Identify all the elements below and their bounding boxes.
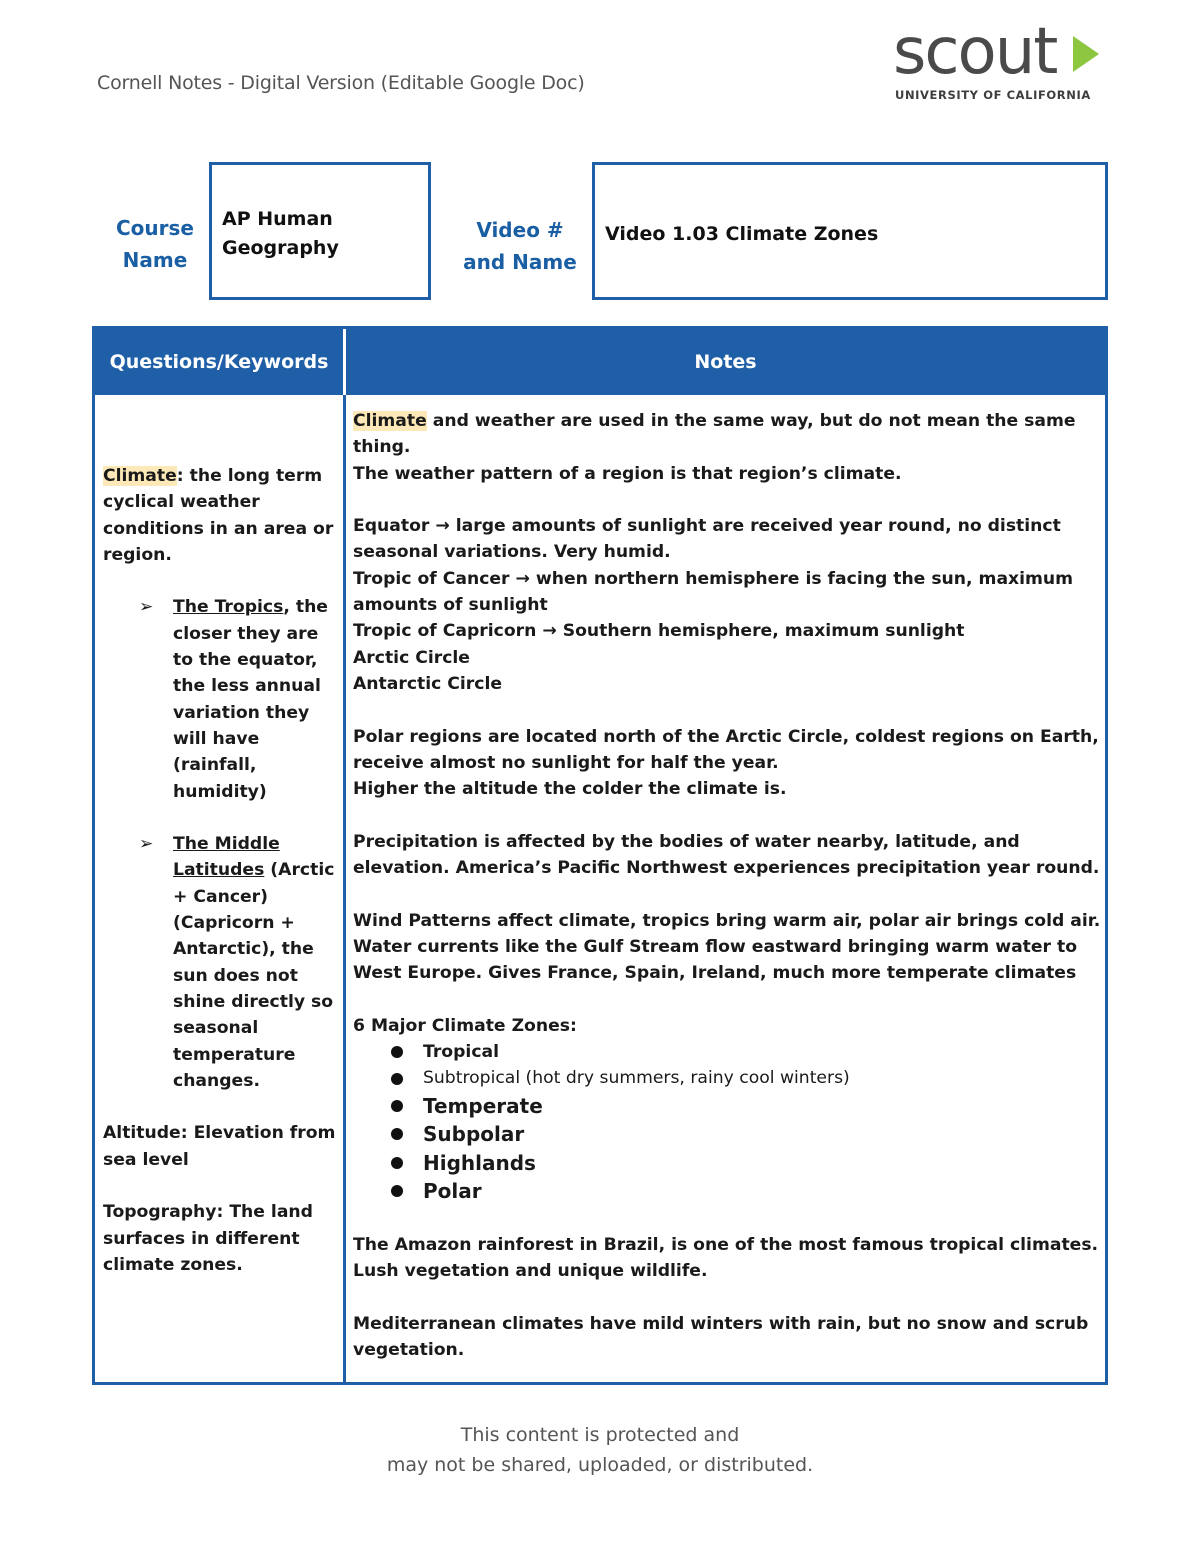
tropics-definition: , the closer they are to the equator, the less annual variation they will have (rainfall, humidity) [173, 597, 328, 802]
keyword-topography: Topography: The land surfaces in different climate zones. [103, 1202, 313, 1275]
keyword-climate [103, 463, 337, 568]
note-arctic-circle: Arctic Circle [353, 647, 470, 668]
course-value-line2: Geography [222, 237, 339, 259]
course-value-line1: AP Human [222, 208, 333, 230]
course-label-line1: Course [116, 216, 194, 240]
video-name-field[interactable] [592, 162, 1108, 300]
zone-label: Highlands [423, 1150, 536, 1175]
note-tropic-capricorn: Tropic of Capricorn → Southern hemisphere, maximum sunlight [353, 621, 965, 642]
note-weather-pattern: The weather pattern of a region is that region’s climate. [353, 463, 902, 484]
note-amazon: The Amazon rainforest in Brazil, is one of the most famous tropical climates. Lush vegetation and unique wildlife. [353, 1235, 1099, 1282]
climate-zones-list [353, 1039, 1103, 1206]
scout-logo [893, 15, 1108, 106]
zone-label: Subtropical (hot dry summers, rainy cool winters) [423, 1068, 850, 1089]
climate-term: Climate [103, 466, 177, 486]
bullet-dot-icon [391, 1046, 403, 1058]
climate-definition: : the long term cyclical weather conditions in an area or region. [103, 466, 334, 565]
middle-latitudes-definition-b: , the sun does not shine directly so seasonal temperature changes. [173, 939, 334, 1091]
notes-header: Notes [694, 351, 757, 373]
keyword-tropics [103, 594, 337, 804]
bullet-dot-icon [391, 1157, 403, 1169]
bullet-dot-icon [391, 1100, 403, 1112]
zone-label: Polar [423, 1179, 482, 1204]
keyword-middle-latitudes [103, 831, 337, 1094]
middle-latitudes-definition-a: (Arctic + Cancer) (Capricorn + Antarctic) [173, 860, 335, 960]
course-name-field[interactable] [209, 162, 431, 300]
video-label-line2: and Name [463, 250, 577, 274]
note-mediterranean: Mediterranean climates have mild winters with rain, but no snow and scrub vegetation. [353, 1313, 1089, 1361]
bullet-dot-icon [391, 1128, 403, 1140]
list-item [353, 1177, 1103, 1206]
note-polar-regions: Polar regions are located north of the Arctic Circle, coldest regions on Earth, receive almost no sunlight for half the year. [353, 726, 1099, 773]
bullet-dot-icon [391, 1073, 403, 1085]
climate-note-text: and weather are used in the same way, but do not mean the same thing. [353, 411, 1076, 458]
list-item [353, 1039, 1103, 1065]
middle-latitudes-term: The Middle Latitudes [173, 834, 280, 881]
column-divider [343, 329, 346, 1382]
course-label-line2: Name [122, 248, 188, 272]
note-precipitation: Precipitation is affected by the bodies of water nearby, latitude, and elevation. America’s Pacific Northwest experiences precipitation year round. [353, 831, 1100, 879]
video-name-label [455, 214, 585, 278]
list-item [353, 1065, 1103, 1091]
bullet-dot-icon [391, 1185, 403, 1197]
video-label-line1: Video # [476, 218, 564, 242]
questions-keywords-header: Questions/Keywords [109, 351, 329, 373]
note-altitude: Higher the altitude the colder the climate is. [353, 779, 787, 800]
climate-highlight: Climate [353, 411, 427, 431]
note-wind-patterns: Wind Patterns affect climate, tropics bring warm air, polar air brings cold air. [353, 910, 1101, 931]
footer-line-1: This content is protected and [460, 1424, 740, 1446]
course-name-label [105, 212, 205, 276]
zone-label: Subpolar [423, 1122, 525, 1147]
notes-column[interactable] [353, 408, 1103, 1364]
list-item [353, 1120, 1103, 1149]
footer-line-2: may not be shared, uploaded, or distributed. [386, 1454, 814, 1476]
table-header [95, 329, 1105, 395]
play-arrow-icon [1071, 34, 1101, 74]
note-climate-weather [353, 408, 1103, 461]
note-water-currents: Water currents like the Gulf Stream flow eastward bringing warm water to West Europe. Gives France, Spain, Ireland, much more temperate climates [353, 936, 1078, 984]
tropics-term: The Tropics [173, 597, 284, 618]
arrow-bullet-icon: ➢ [139, 834, 154, 855]
note-zones-heading: 6 Major Climate Zones: [353, 1015, 577, 1036]
header-divider [343, 329, 346, 395]
arrow-bullet-icon: ➢ [139, 597, 154, 618]
zone-label: Tropical [423, 1042, 499, 1063]
keyword-altitude: Altitude: Elevation from sea level [103, 1123, 336, 1170]
video-value: Video 1.03 Climate Zones [605, 223, 879, 245]
note-antarctic-circle: Antarctic Circle [353, 673, 503, 694]
list-item [353, 1092, 1103, 1121]
keywords-column[interactable] [103, 463, 337, 1278]
list-item [353, 1149, 1103, 1178]
note-tropic-cancer: Tropic of Cancer → when northern hemisphere is facing the sun, maximum amounts of sunlight [353, 568, 1074, 616]
document-title: Cornell Notes - Digital Version (Editable Google Doc) [97, 72, 585, 94]
zone-label: Temperate [423, 1093, 543, 1118]
logo-tagline: UNIVERSITY OF CALIFORNIA [895, 88, 1091, 102]
note-equator: Equator → large amounts of sunlight are received year round, no distinct seasonal variations. Very humid. [353, 516, 1061, 563]
logo-wordmark: scout [893, 15, 1057, 89]
cornell-notes-table [92, 326, 1108, 1385]
